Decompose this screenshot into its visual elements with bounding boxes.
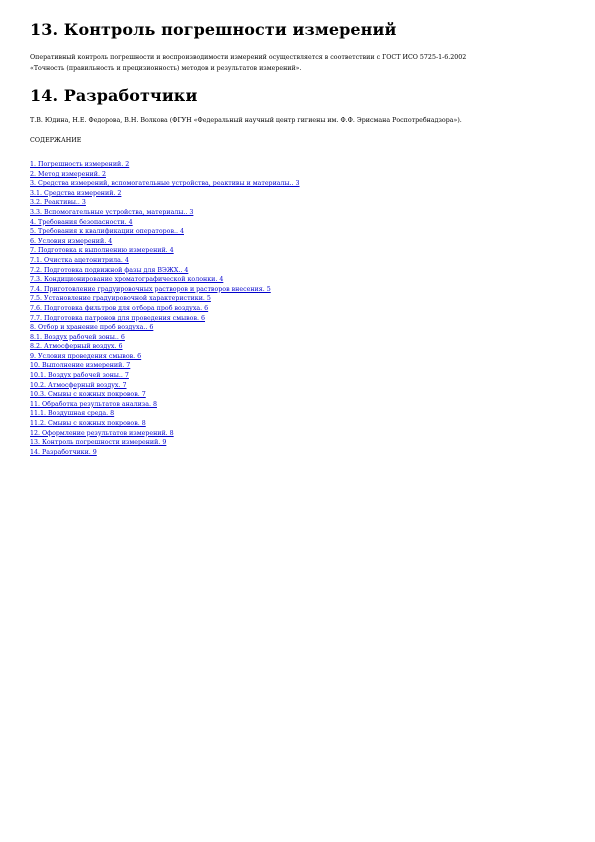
toc-item — [30, 415, 300, 428]
toc-link[interactable]: 7.4. Приготовление градуировочных растворов и растворов внесения. 5 — [30, 285, 271, 293]
toc-link[interactable]: 8. Отбор и хранение проб воздуха.. 6 — [30, 324, 154, 332]
toc-item — [30, 223, 300, 236]
toc-link[interactable]: 7.2. Подготовка подвижной фазы для ВЭЖХ.. 4 — [30, 266, 189, 274]
toc-link[interactable]: 9. Условия проведения смывов. 6 — [30, 352, 142, 360]
toc-link[interactable]: 7.7. Подготовка патронов для проведения смывов. 6 — [30, 314, 206, 322]
toc-link[interactable]: 7. Подготовка к выполнению измерений. 4 — [30, 247, 174, 255]
toc-link[interactable]: 10.2. Атмосферный воздух. 7 — [30, 381, 127, 389]
toc-link[interactable]: 7.3. Кондиционирование хроматографической колонки. 4 — [30, 276, 224, 284]
toc-link[interactable]: 1. Погрешность измерений. 2 — [30, 161, 130, 168]
toc-item — [30, 242, 300, 255]
section-13-text-line-2: «Точность (правильность и прецизионность) методов и результатов измерений». — [30, 65, 302, 72]
toc-item — [30, 175, 300, 188]
toc-item — [30, 156, 300, 166]
toc-link[interactable]: 6. Условия измерений. 4 — [30, 237, 113, 245]
toc-item — [30, 300, 300, 310]
toc-item — [30, 396, 300, 406]
toc-item — [30, 262, 300, 272]
toc-link[interactable]: 13. Контроль погрешности измерений. 9 — [30, 439, 167, 447]
toc-item — [30, 166, 300, 176]
toc-item — [30, 271, 300, 284]
toc-item — [30, 194, 300, 207]
toc-link[interactable]: 2. Метод измерений. 2 — [30, 170, 106, 178]
section-13-text — [30, 52, 466, 74]
section-13-text-line-1: Оперативный контроль погрешности и воспроизводимости измерений осуществляется в соответствии с ГОСТ ИСО 5725-1-6.2002 — [30, 54, 467, 61]
section-13-heading: 13. Контроль погрешности измерений — [30, 20, 397, 39]
toc-link[interactable]: 11.1. Воздушная среда. 8 — [30, 410, 115, 418]
toc-link[interactable]: 3.2. Реактивы.. 3 — [30, 199, 86, 207]
toc-title: СОДЕРЖАНИЕ — [30, 137, 82, 144]
toc-link[interactable]: 14. Разработчики. 9 — [30, 448, 97, 456]
toc-link[interactable]: 5. Требования к квалификации операторов.. 4 — [30, 228, 184, 236]
toc-item — [30, 405, 300, 418]
toc-item — [30, 329, 300, 339]
section-14-text: Т.В. Юдина, Н.Е. Федорова, В.Н. Волкова (ФГУН «Федеральный научный центр гигиены им. Ф.Ф. Эрисмана Роспотребнадзора»). — [30, 117, 462, 124]
toc-link[interactable]: 11. Обработка результатов анализа. 8 — [30, 400, 157, 408]
toc-item — [30, 310, 300, 320]
toc-link[interactable]: 10. Выполнение измерений. 7 — [30, 362, 131, 370]
table-of-contents — [30, 156, 300, 456]
toc-link[interactable]: 10.1. Воздух рабочей зоны.. 7 — [30, 372, 129, 380]
toc-link[interactable]: 4. Требования безопасности. 4 — [30, 218, 133, 226]
toc-item — [30, 338, 300, 351]
toc-link[interactable]: 8.1. Воздух рабочей зоны.. 6 — [30, 333, 125, 341]
toc-item — [30, 281, 300, 291]
toc-item — [30, 348, 300, 358]
toc-item — [30, 357, 300, 370]
toc-link[interactable]: 10.3. Смывы с кожных покровов. 7 — [30, 391, 146, 399]
toc-link[interactable]: 3. Средства измерений, вспомогательные устройства, реактивы и материалы.. 3 — [30, 180, 300, 188]
toc-item — [30, 386, 300, 399]
toc-item — [30, 377, 300, 387]
section-14-heading: 14. Разработчики — [30, 86, 198, 105]
toc-link[interactable]: 7.1. Очистка ацетонитрила. 4 — [30, 256, 129, 264]
toc-item — [30, 367, 300, 380]
toc-link[interactable]: 12. Оформление результатов измерений. 8 — [30, 429, 174, 437]
toc-item — [30, 434, 300, 447]
toc-link[interactable]: 7.5. Установление градуировочной характеристики. 5 — [30, 295, 211, 303]
toc-link[interactable]: 3.3. Вспомогательные устройства, материалы.. 3 — [30, 208, 194, 216]
toc-link[interactable]: 8.2. Атмосферный воздух. 6 — [30, 343, 123, 351]
toc-link[interactable]: 11.2. Смывы с кожных покровов. 8 — [30, 420, 146, 428]
toc-item — [30, 204, 300, 214]
toc-link[interactable]: 7.6. Подготовка фильтров для отбора проб воздуха. 6 — [30, 304, 209, 312]
toc-link[interactable]: 3.1. Средства измерений. 2 — [30, 189, 122, 197]
toc-item — [30, 425, 300, 435]
